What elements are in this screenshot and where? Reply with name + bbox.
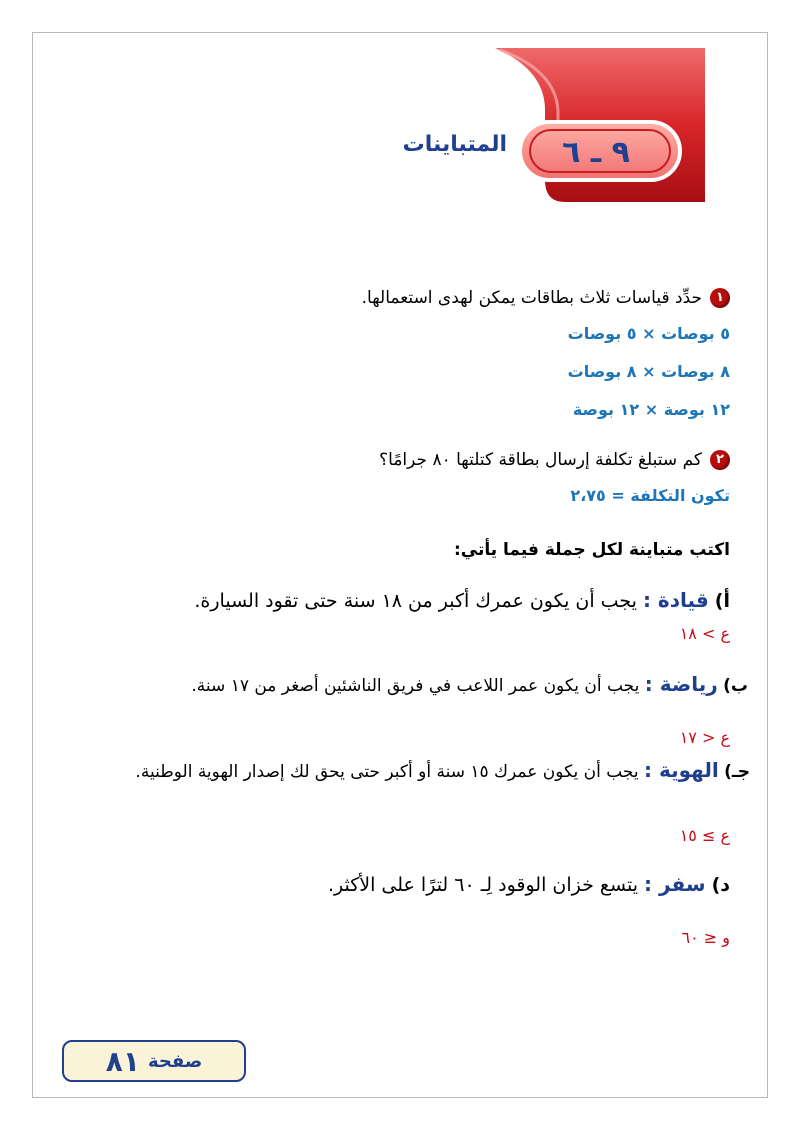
question-1-number: ١ (710, 288, 730, 308)
item-b-letter: ب) (723, 676, 748, 696)
lesson-header-graphic (380, 40, 720, 210)
item-c-answer: ع ≥ ١٥ (679, 826, 730, 845)
lesson-title: المتباينات (402, 132, 507, 157)
item-a (194, 588, 730, 612)
item-a-text: يجب أن يكون عمرك أكبر من ١٨ سنة حتى تقود السيارة. (194, 590, 637, 612)
question-2-answer-text: تكون التكلفة = ٢،٧٥ (570, 486, 730, 505)
item-a-letter: أ) (714, 590, 730, 612)
item-c (135, 758, 750, 782)
item-b-tag: رياضة : (644, 672, 718, 696)
question-2 (379, 450, 730, 470)
page-number: ٨١ (105, 1044, 140, 1078)
item-c-tag: الهوية : (644, 758, 719, 782)
item-c-text: يجب أن يكون عمرك ١٥ سنة أو أكبر حتى يحق لك إصدار الهوية الوطنية. (135, 762, 639, 782)
item-d-answer: و ≤ ٦٠ (681, 928, 730, 947)
item-a-tag: قيادة : (642, 588, 709, 612)
item-c-letter: جـ) (724, 762, 750, 782)
lesson-number: ٩ ـ ٦ (562, 135, 630, 170)
question-2-text: كم ستبلغ تكلفة إرسال بطاقة كتلتها ٨٠ جرامًا؟ (379, 450, 702, 470)
item-d-letter: د) (711, 874, 730, 896)
item-d (328, 872, 730, 896)
question-1-answer-1: ٥ بوصات × ٥ بوصات (567, 324, 730, 343)
item-d-text: يتسع خزان الوقود لِـ ٦٠ لترًا على الأكثر. (327, 874, 638, 896)
question-1-answer-3: ١٢ بوصة × ١٢ بوصة (572, 400, 730, 419)
item-a-answer: ع > ١٨ (679, 624, 730, 643)
section-heading: اكتب متباينة لكل جملة فيما يأتي: (453, 540, 730, 560)
question-1-answer-2: ٨ بوصات × ٨ بوصات (567, 362, 730, 381)
page-label: صفحة (147, 1050, 203, 1072)
question-2-number: ٢ (710, 450, 730, 470)
item-b (191, 672, 748, 696)
page-number-box (62, 1040, 246, 1082)
item-b-answer: ع < ١٧ (679, 728, 730, 747)
question-1-text: حدِّد قياسات ثلاث بطاقات يمكن لهدى استعمالها. (361, 288, 702, 308)
item-d-tag: سفر : (644, 872, 706, 896)
question-2-answer (570, 486, 730, 505)
item-b-text: يجب أن يكون عمر اللاعب في فريق الناشئين أصغر من ١٧ سنة. (191, 676, 640, 696)
question-1 (362, 288, 730, 308)
